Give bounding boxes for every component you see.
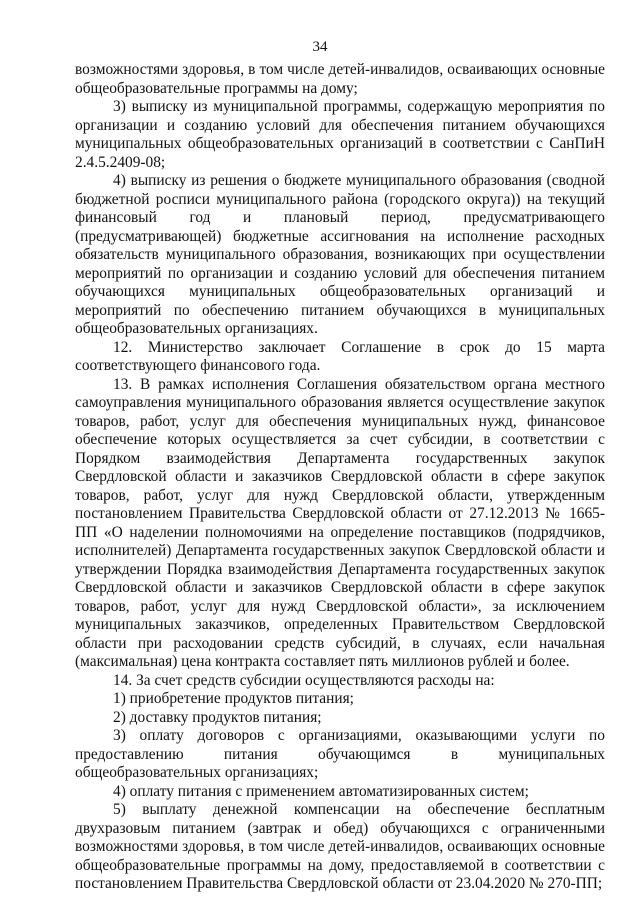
paragraph: 1) приобретение продуктов питания; — [113, 690, 354, 707]
paragraph: 2) доставку продуктов питания; — [113, 708, 322, 726]
paragraph: 12. Министерство заключает Соглашение в срок до 15 марта соответствующего финансового года. — [75, 338, 605, 374]
page-number: 34 — [312, 39, 328, 55]
paragraph: 4) выписку из решения о бюджете муниципального образования (сводной бюджетной росписи муниципального района (городского округа)) на текущий финансовый год и плановый период, предусматривающего (предусматривающей) бюджетные ассигнования на исполнение расходных обязательств муниципального образования, возникающих при осуществлении мероприятий по организации и созданию условий для обеспечения питанием обучающихся муниципальных общеобразовательных организаций и мероприятий по обеспечению питанием обучающихся в муниципальных общеобразовательных организациях. — [75, 172, 605, 337]
paragraph: 3) оплату договоров с организациями, оказывающими услуги по предоставлению питания обучающимся в муниципальных общеобразовательных организациях; — [75, 727, 605, 781]
paragraph: 3) выписку из муниципальной программы, содержащую мероприятия по организации и созданию условий для обеспечения питанием обучающихся муниципальных общеобразовательных организаций в соответствии с СанПиН 2.4.5.2409-08; — [75, 98, 605, 171]
paragraph: 14. За счет средств субсидии осуществляются расходы на: — [113, 671, 495, 689]
paragraph: возможностями здоровья, в том числе детей-инвалидов, осваивающих основные общеобразовательные программы на дому; — [75, 61, 605, 97]
paragraph: 5) выплату денежной компенсации на обеспечение бесплатным двухразовым питанием (завтрак и обед) обучающихся с ограниченными возможностями здоровья, в том числе детей-инвалидов, осваивающих основные общеобразовательные программы на дому, предоставляемой в соответствии с постановлением Правительства Свердловской области от 23.04.2020 № 270-ПП; — [75, 801, 605, 892]
document-body — [75, 61, 605, 894]
paragraph: 4) оплату питания с применением автоматизированных систем; — [113, 782, 529, 800]
paragraph: 13. В рамках исполнения Соглашения обязательством органа местного самоуправления муниципального образования является осуществление закупок товаров, работ, услуг для обеспечения муниципальных нужд, финансовое обеспечение которых осуществляется за счет субсидии, в соответствии с Порядком взаимодействия Департамента государственных закупок Свердловской области и заказчиков Свердловской области в сфере закупок товаров, работ, услуг для нужд Свердловской области, утвержденным постановлением Правительства Свердловской области от 27.12.2013 № 1665-ПП «О наделении полномочиями на определение поставщиков (подрядчиков, исполнителей) Департамента государственных закупок Свердловской области и утверждении Порядка взаимодействия Департамента государственных закупок Свердловской области и заказчиков Свердловской области в сфере закупок товаров, работ, услуг для нужд Свердловской области», за исключением муниципальных заказчиков, определенных Правительством Свердловской области при расходовании средств субсидий, в случаях, если начальная (максимальная) цена контракта составляет пять миллионов рублей и более. — [75, 375, 605, 670]
